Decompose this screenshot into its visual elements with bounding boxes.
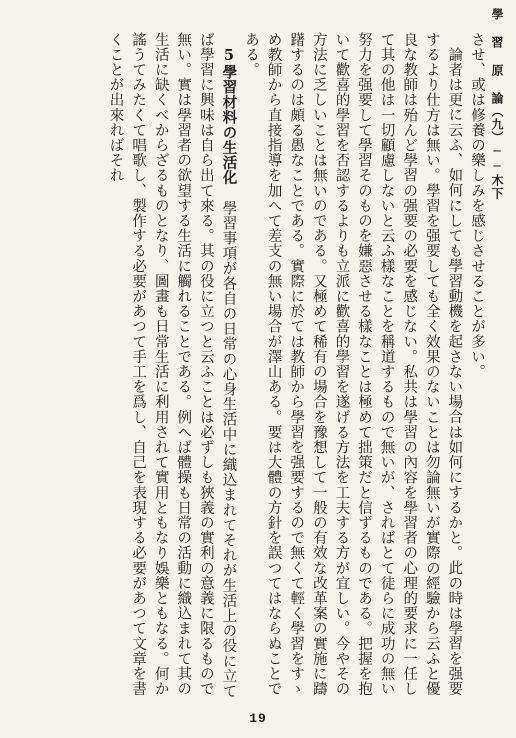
page-number: 19 <box>249 711 267 726</box>
section-number: 5 <box>220 46 238 65</box>
section-title: 學習材料の生活化 <box>220 64 238 185</box>
body-text <box>28 32 488 708</box>
section-body: 學習事項が各自の日常の心身生活中に織込まれてそれが生活上の役に立てば學習に興味は自ら出て來る。其の役に立つと云ふことは必ずしも狹義の實利の意義に限るもので無い。實は學習者の欲望する生活に觸れることである。例へば體操も日常の活動に織込まれて其の生活に缺くべからざるものとなり、圖畫も日常生活に利用されて實用ともなり娛樂ともなる。何か謠うてみたくて唱歌し、製作する必要があつて手工を爲し、自己を表現する必要があつて文章を書くことが出來ればそれ <box>107 32 237 699</box>
paragraph: させ、或は修養の樂しみを感じさせることが多い。 <box>469 32 485 380</box>
running-header <box>486 8 508 708</box>
section-block <box>104 32 240 708</box>
running-header-title: 學 習 原 論（九）──木下 <box>490 8 504 200</box>
paragraph: 論者は更に云ふ、如何にしても學習動機を起さない場合は如何にするかと。此の時は學習を强要するより仕方は無い。學習を强要しても全く效果のないことは勿論無いが實際の經驗から云ふと優良な教師は殆んど學習の强要の必要を感じない。私共は學習の內容を學習者の心理的要求に一任して其の他は一切顧慮しないと云ふ樣なことを稱道するもので無いが、さればとて徒らに成功の無い努力を强要して學習そのものを嫌惡させる樣なことは極めて拙策だと信ずるものである。把握を抱いて歡喜的學習を否認するよりも立派に歡喜的學習を遂げる方法を工夫する方が宜しい。今やその方法に乏しいことは無いのである。又極めて稀有の場合を豫想して一般の有效な改革案の實施に躊躇するのは頗る愚なことである。實際に於ては教師から學習を强要するので無くて輕く學習をすゝめ教師から直接指導を加へて差支の無い場合が澤山ある。要は大體の方針を誤つてはならぬことである。 <box>243 32 463 697</box>
